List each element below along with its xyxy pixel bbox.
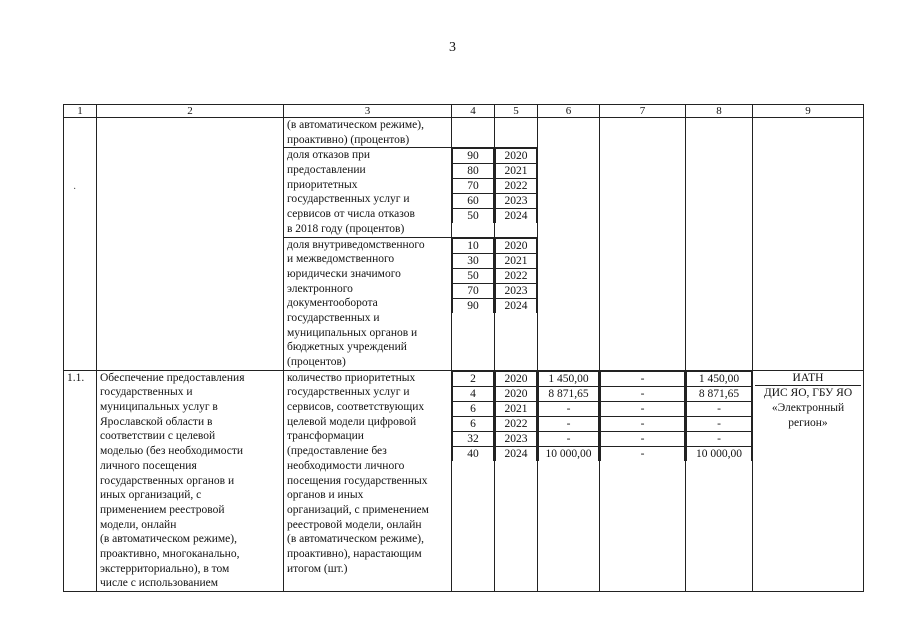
target-year: 2024 (496, 446, 537, 461)
header-cell: 1 (64, 105, 97, 118)
empty-funding-cell (686, 118, 753, 371)
target-value: 50 (453, 268, 494, 283)
target-value: 2 (453, 371, 494, 386)
empty-number-cell (64, 118, 97, 371)
indicator-workflow-values (452, 237, 495, 370)
header-cell: 5 (495, 105, 538, 118)
responsible-coexecutor: ДИС ЯО, ГБУ ЯО (763, 387, 853, 400)
target-year: 2024 (496, 298, 537, 313)
header-cell: 7 (600, 105, 686, 118)
funding-value: - (601, 371, 685, 386)
funding-value: - (601, 446, 685, 461)
target-value: 80 (453, 164, 494, 179)
target-value: 70 (453, 179, 494, 194)
target-year: 2022 (496, 268, 537, 283)
responsible-coexecutor: регион» (788, 416, 828, 429)
header-cell: 3 (284, 105, 452, 118)
indicator-refusals-text: доля отказов при предоставлении приоритетных государственных услуг и сервисов от числа отказов в 2018 году (процентов) (284, 148, 452, 237)
indicator-refusals-values (452, 148, 495, 237)
funding-value: - (687, 431, 752, 446)
empty-funding-cell (600, 118, 686, 371)
funding-value: - (539, 431, 599, 446)
target-value: 70 (453, 283, 494, 298)
target-year: 2024 (496, 209, 537, 224)
target-value: 60 (453, 194, 494, 209)
empty-responsible-cell (753, 118, 864, 371)
measure-funding-federal (600, 370, 686, 591)
empty-value-cell (452, 118, 495, 148)
funding-value: - (601, 401, 685, 416)
funding-value: 10 000,00 (539, 446, 599, 461)
target-value: 90 (453, 149, 494, 164)
indicator-continuation: (в автоматическом режиме), проактивно) (процентов) (284, 118, 452, 148)
measure-number: 1.1. (64, 370, 97, 591)
indicator-workflow-years (495, 237, 538, 370)
responsible-primary: ИАТН (755, 371, 861, 387)
target-value: 32 (453, 431, 494, 446)
empty-funding-cell (538, 118, 600, 371)
funding-value: - (601, 431, 685, 446)
measure-funding-total (538, 370, 600, 591)
measure-responsible (753, 370, 864, 591)
target-value: 50 (453, 209, 494, 224)
funding-value: - (539, 416, 599, 431)
funding-value: 8 871,65 (687, 386, 752, 401)
target-value: 10 (453, 238, 494, 253)
target-year: 2021 (496, 253, 537, 268)
continuation-row (64, 118, 864, 148)
empty-description-cell (97, 118, 284, 371)
target-year: 2020 (496, 149, 537, 164)
target-year: 2022 (496, 416, 537, 431)
measure-values (452, 370, 495, 591)
target-value: 6 (453, 401, 494, 416)
measure-years (495, 370, 538, 591)
target-year: 2021 (496, 401, 537, 416)
measure-funding-regional (686, 370, 753, 591)
header-cell: 4 (452, 105, 495, 118)
measure-indicator: количество приоритетных государственных услуг и сервисов, соответствующих целевой модели цифровой трансформации (предоставление без необходимости личного посещения государственных органов и иных организаций, с применением реестровой модели, онлайн (в автоматическом режиме), проактивно), нарастающим итогом (шт.) (284, 370, 452, 591)
funding-value: 1 450,00 (539, 371, 599, 386)
target-value: 30 (453, 253, 494, 268)
target-value: 6 (453, 416, 494, 431)
scan-dot: · (73, 184, 77, 195)
empty-year-cell (495, 118, 538, 148)
target-year: 2023 (496, 283, 537, 298)
indicator-workflow-text: доля внутриведомственного и межведомственного юридически значимого электронного документооборота государственных и муниципальных органов и бюджетных учреждений (процентов) (284, 237, 452, 370)
document-table (63, 104, 864, 592)
funding-value: 1 450,00 (687, 371, 752, 386)
measure-row-1-1 (64, 370, 864, 591)
funding-value: - (539, 401, 599, 416)
target-year: 2022 (496, 179, 537, 194)
header-cell: 8 (686, 105, 753, 118)
measure-description: Обеспечение предоставления государственных и муниципальных услуг в Ярославской области в соответствии с целевой моделью (без необходимости личного посещения государственных органов и иных организаций, с применением реестровой модели, онлайн (в автоматическом режиме), проактивно, многоканально, экстерриториально), в том числе с использованием (97, 370, 284, 591)
page-number: 3 (449, 40, 456, 55)
funding-value: - (601, 386, 685, 401)
target-value: 4 (453, 386, 494, 401)
target-year: 2023 (496, 194, 537, 209)
target-year: 2020 (496, 238, 537, 253)
target-value: 90 (453, 298, 494, 313)
target-year: 2023 (496, 431, 537, 446)
target-year: 2020 (496, 386, 537, 401)
header-cell: 6 (538, 105, 600, 118)
target-year: 2021 (496, 164, 537, 179)
header-cell: 9 (753, 105, 864, 118)
responsible-coexecutor: «Электронный (771, 402, 845, 415)
funding-value: 10 000,00 (687, 446, 752, 461)
funding-value: - (601, 416, 685, 431)
target-value: 40 (453, 446, 494, 461)
header-cell: 2 (97, 105, 284, 118)
target-year: 2020 (496, 371, 537, 386)
funding-value: - (687, 401, 752, 416)
funding-value: - (687, 416, 752, 431)
indicator-refusals-years (495, 148, 538, 237)
header-row (64, 105, 864, 118)
funding-value: 8 871,65 (539, 386, 599, 401)
